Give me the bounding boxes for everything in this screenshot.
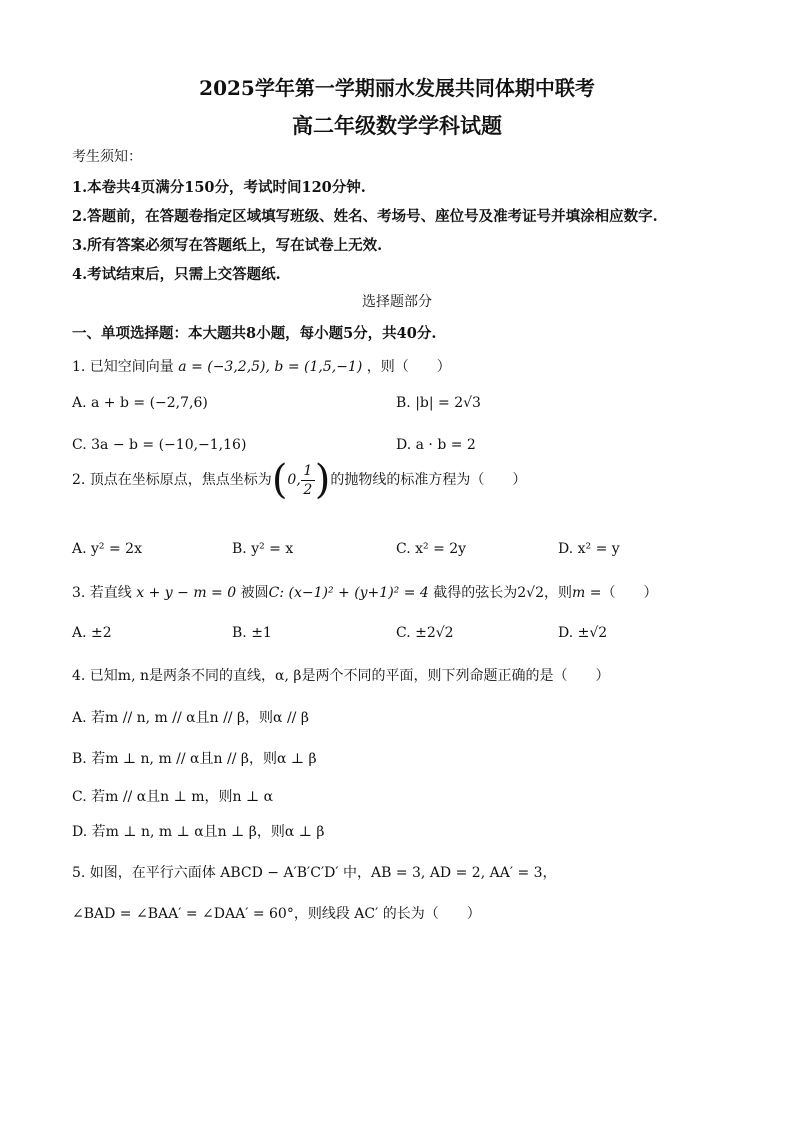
q1-suffix: ，则（ ） (366, 359, 451, 375)
q1-prefix: 1. 已知空间向量 (72, 359, 174, 375)
q2-suffix: 的抛物线的标准方程为（ ） (330, 472, 527, 488)
q3-option-a: A. ±2 (72, 625, 112, 641)
notice-item-4: 4.考试结束后，只需上交答题纸. (72, 266, 281, 283)
notice-heading: 考生须知： (72, 149, 142, 165)
question-5-line-1: 5. 如图，在平行六面体 ABCD − A′B′C′D′ 中，AB = 3, AD = 2, AA′ = 3， (72, 865, 557, 881)
q4-option-d: D. 若m ⊥ n, m ⊥ α且n ⊥ β，则α ⊥ β (72, 824, 325, 840)
right-paren: ) (314, 457, 331, 503)
left-paren: ( (271, 457, 288, 503)
q2-focus-numerator: 1 (303, 462, 313, 479)
exam-subtitle: 高二年级数学学科试题 (292, 113, 502, 138)
q2-prefix: 2. 顶点在坐标原点，焦点坐标为 (72, 472, 272, 488)
q3-line-equation: x + y − m = 0 (136, 585, 237, 601)
q4-option-b: B. 若m ⊥ n, m // α且n // β，则α ⊥ β (72, 751, 317, 767)
exam-title: 2025学年第一学期丽水发展共同体期中联考 (199, 76, 595, 100)
q3-prefix: 3. 若直线 (72, 585, 132, 601)
question-4-stem: 4. 已知m, n是两条不同的直线，α, β是两个不同的平面，则下列命题正确的是（ ） (72, 668, 610, 684)
q4-option-c: C. 若m // α且n ⊥ m，则n ⊥ α (72, 789, 274, 805)
q3-suffix: （ ） (601, 585, 658, 601)
q3-m-eq: m = (572, 585, 602, 601)
q2-focus-x: 0, (287, 472, 301, 488)
q2-option-c: C. x² = 2y (396, 541, 467, 557)
q3-mid: 被圆 (240, 585, 269, 601)
section-part: 一、单项选择题：本大题共8小题，每小题5分，共40分. (72, 325, 437, 342)
q1-option-d: D. a · b = 2 (396, 437, 476, 453)
q3-option-c: C. ±2√2 (396, 625, 454, 641)
notice-item-1: 1.本卷共4页满分150分，考试时间120分钟. (72, 179, 366, 196)
q1-option-b: B. |b| = 2√3 (396, 395, 481, 411)
notice-item-3: 3.所有答案必须写在答题纸上，写在试卷上无效. (72, 237, 383, 254)
q3-option-b: B. ±1 (232, 625, 272, 641)
q3-chord: 截得的弦长为2√2，则 (433, 585, 573, 601)
question-1-stem (72, 356, 451, 376)
q2-focus-denominator: 2 (303, 481, 313, 498)
q1-vectors: a = (−3,2,5), b = (1,5,−1) (178, 359, 363, 375)
q2-option-d: D. x² = y (558, 541, 620, 557)
section-title: 选择题部分 (362, 294, 432, 310)
fraction-bar (301, 480, 315, 481)
q2-focus-fraction (301, 462, 315, 499)
q1-option-a: A. a + b = (−2,7,6) (72, 395, 208, 411)
question-5-line-2: ∠BAD = ∠BAA′ = ∠DAA′ = 60°，则线段 AC′ 的长为（ ） (72, 906, 481, 922)
q4-option-a: A. 若m // n, m // α且n // β，则α // β (72, 710, 309, 726)
question-2-stem (72, 457, 527, 503)
q1-option-c: C. 3a − b = (−10,−1,16) (72, 437, 247, 453)
q2-option-b: B. y² = x (232, 541, 294, 557)
q2-option-a: A. y² = 2x (72, 541, 142, 557)
q3-circle-equation: C: (x−1)² + (y+1)² = 4 (268, 585, 429, 601)
q3-option-d: D. ±√2 (558, 625, 608, 641)
notice-item-2: 2.答题前，在答题卷指定区域填写班级、姓名、考场号、座位号及准考证号并填涂相应数字. (72, 208, 658, 225)
question-3-stem (72, 582, 657, 602)
